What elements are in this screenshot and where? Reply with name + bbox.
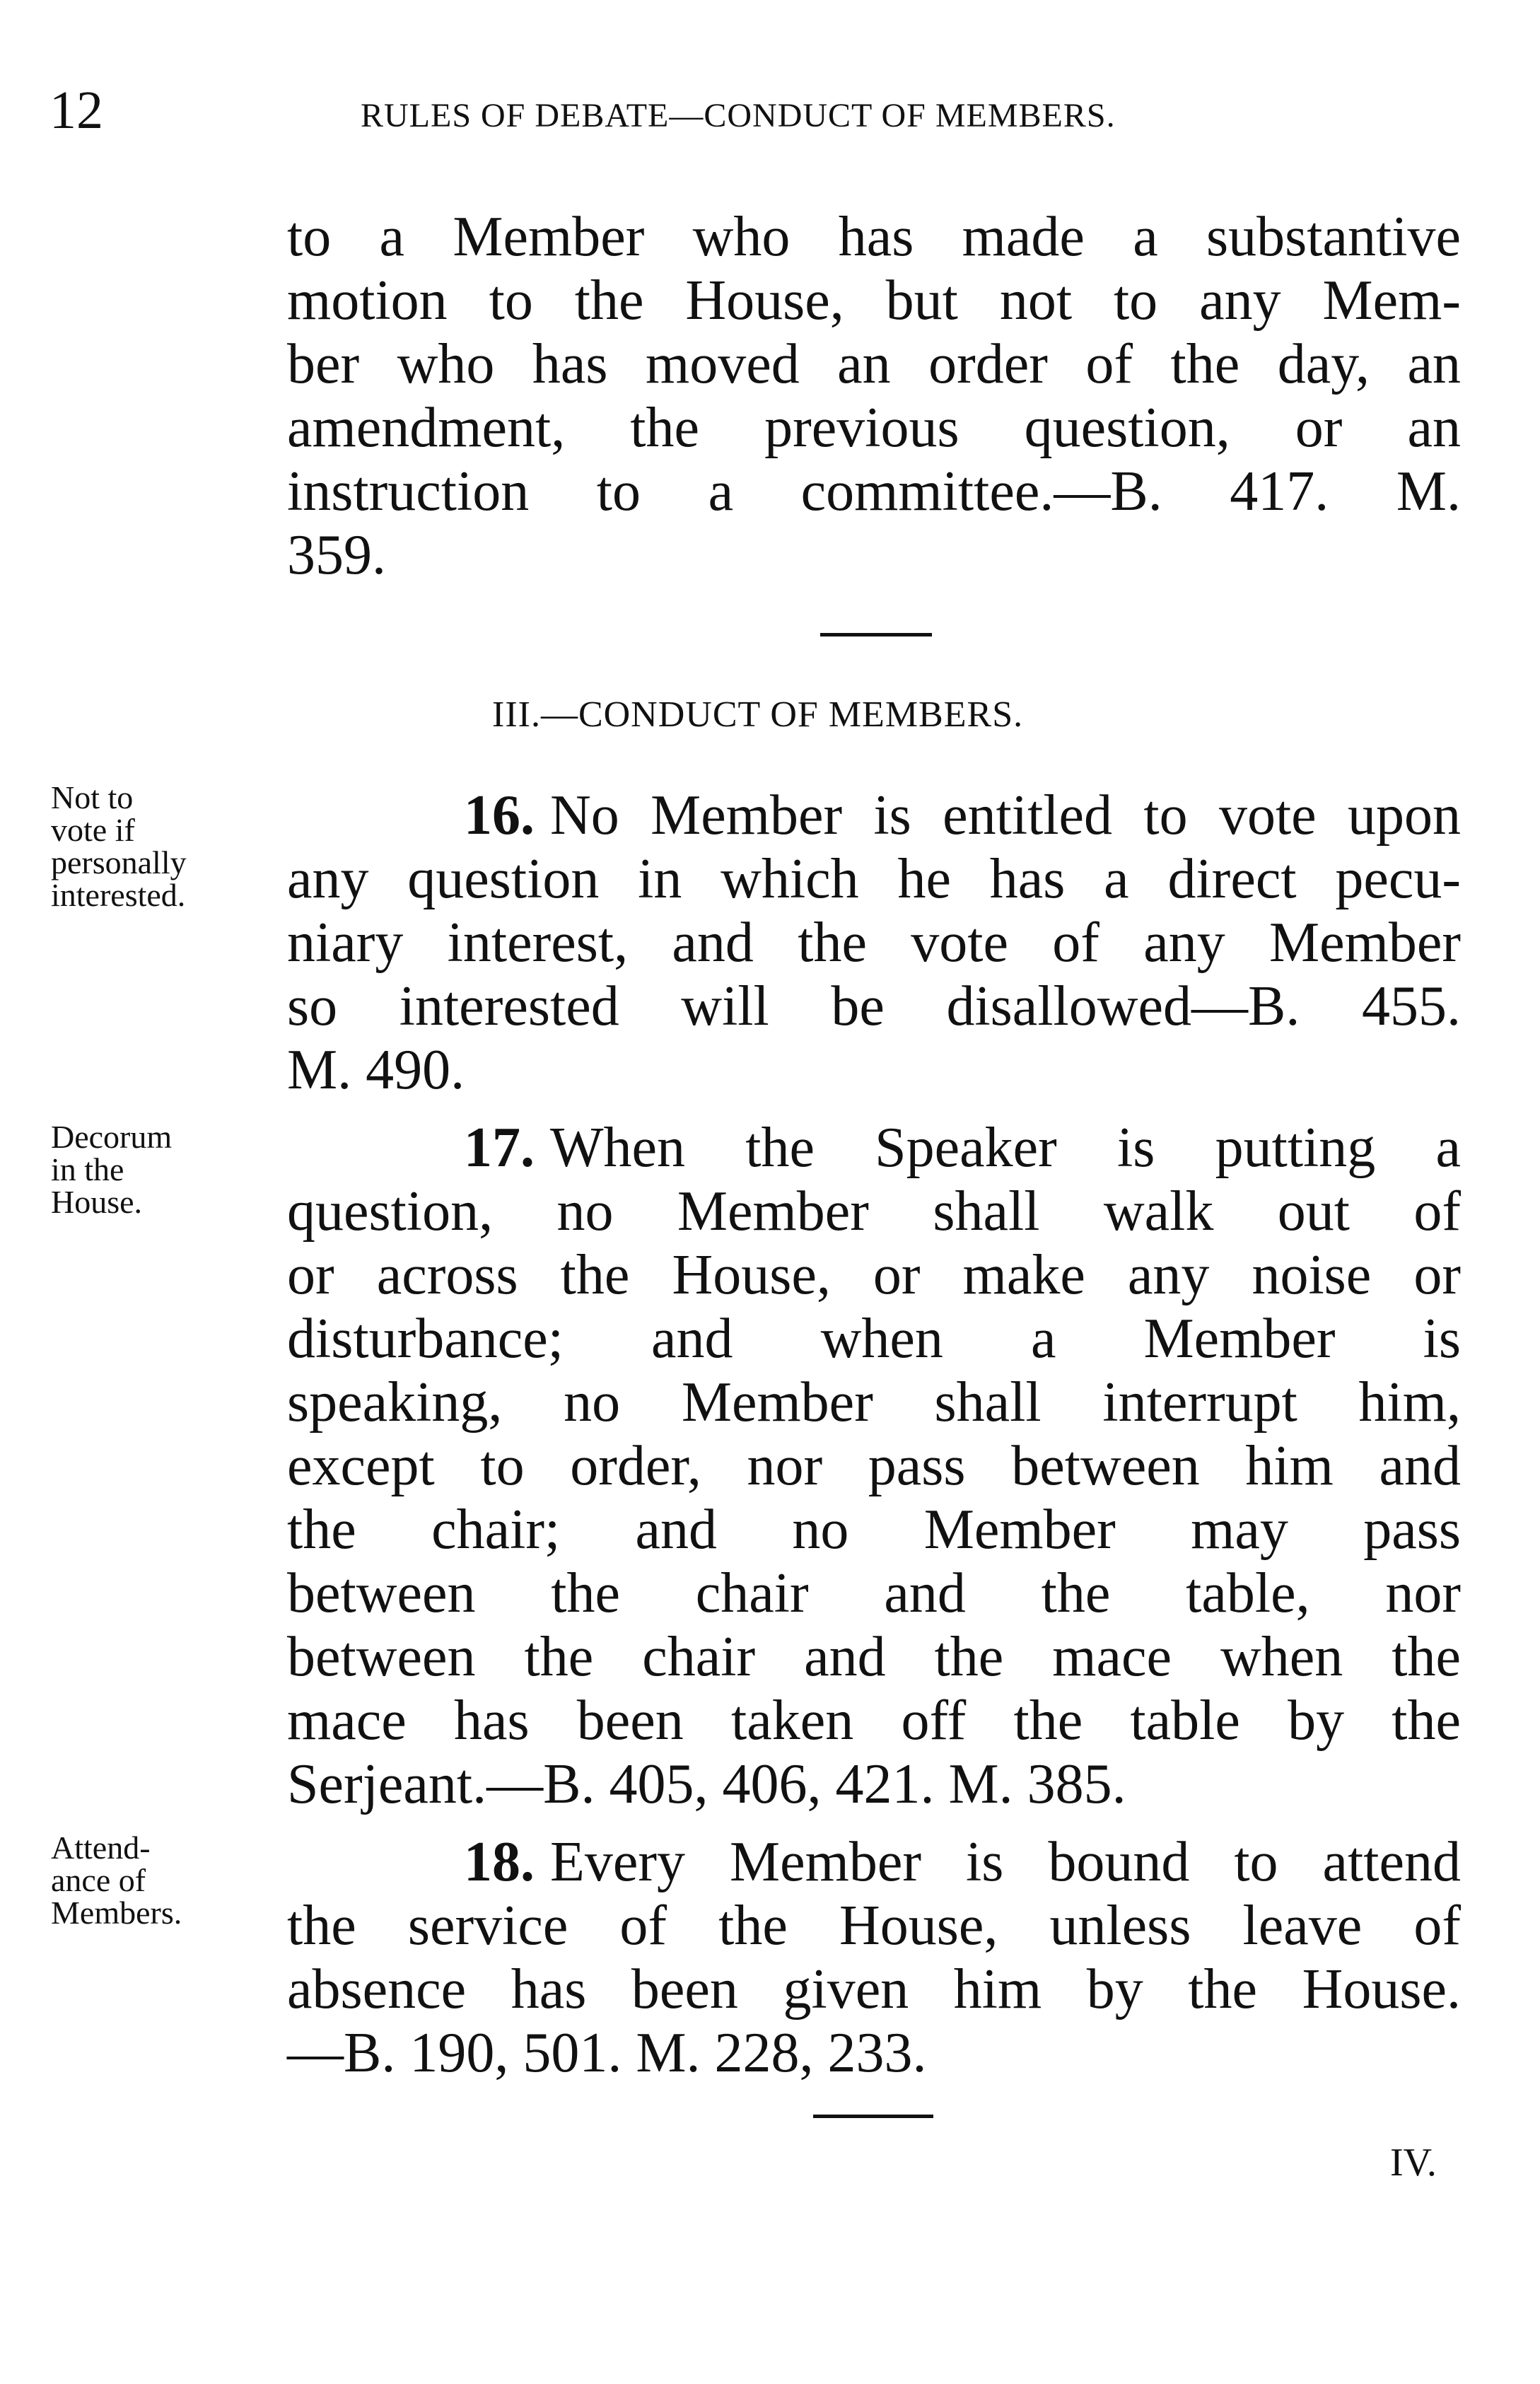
margin-note-rule-16 [51,781,284,912]
page-number: 12 [49,81,103,140]
text-line: to a Member who has made a substantive [287,206,1461,268]
rule-number: 16. [464,784,535,847]
margin-note-line: Attend- [51,1830,151,1866]
margin-note-line: vote if [51,812,135,848]
text-line: mace has been taken off the table by the [287,1690,1461,1752]
rule-number: 17. [464,1117,535,1179]
text-line: —B. 190, 501. M. 228, 233. [287,2022,927,2084]
margin-note-line: House. [51,1184,143,1220]
margin-note-line: Members. [51,1895,182,1931]
text-line: the service of the House, unless leave of [287,1895,1461,1957]
text-line [464,1116,1461,1180]
text-line: motion to the House, but not to any Mem- [287,269,1461,332]
text-line: between the chair and the mace when the [287,1626,1461,1688]
section-divider-rule [820,633,932,636]
text-line-content: No Member is entitled to vote upon [550,784,1461,847]
text-line: disturbance; and when a Member is [287,1308,1461,1370]
text-line-content: When the Speaker is putting a [550,1117,1461,1179]
text-line: any question in which he has a direct pecu- [287,848,1461,910]
text-line: amendment, the previous question, or an [287,397,1461,459]
text-line: instruction to a committee.—B. 417. M. [287,460,1461,523]
text-line: speaking, no Member shall interrupt him, [287,1371,1461,1434]
rule-number: 18. [464,1831,535,1893]
margin-note-rule-17 [51,1121,284,1219]
text-line: absence has been given him by the House. [287,1958,1461,2020]
text-line: Serjeant.—B. 405, 406, 421. M. 385. [287,1753,1126,1815]
margin-note-line: Decorum [51,1119,173,1155]
section-heading: III.—CONDUCT OF MEMBERS. [492,694,1024,735]
text-line-content: Every Member is bound to attend [550,1831,1461,1893]
text-line: niary interest, and the vote of any Member [287,912,1461,974]
text-line: 359. [287,524,386,586]
text-line: between the chair and the table, nor [287,1562,1461,1624]
text-line: the chair; and no Member may pass [287,1499,1461,1561]
text-line [464,784,1461,847]
text-line: so interested will be disallowed—B. 455. [287,975,1461,1037]
text-line: question, no Member shall walk out of [287,1180,1461,1243]
text-line: except to order, nor pass between him and [287,1435,1461,1497]
text-line: ber who has moved an order of the day, an [287,333,1461,395]
closing-divider-rule [813,2115,933,2118]
running-head: RULES OF DEBATE—CONDUCT OF MEMBERS. [361,97,1116,134]
margin-note-line: interested. [51,877,186,913]
text-line [464,1830,1461,1894]
margin-note-line: Not to [51,779,134,815]
margin-note-rule-18 [51,1832,284,1929]
margin-note-line: ance of [51,1862,146,1898]
text-line: M. 490. [287,1039,465,1101]
margin-note-line: personally [51,844,187,880]
catchword: IV. [1390,2141,1437,2185]
margin-note-line: in the [51,1151,124,1187]
text-line: or across the House, or make any noise or [287,1244,1461,1306]
